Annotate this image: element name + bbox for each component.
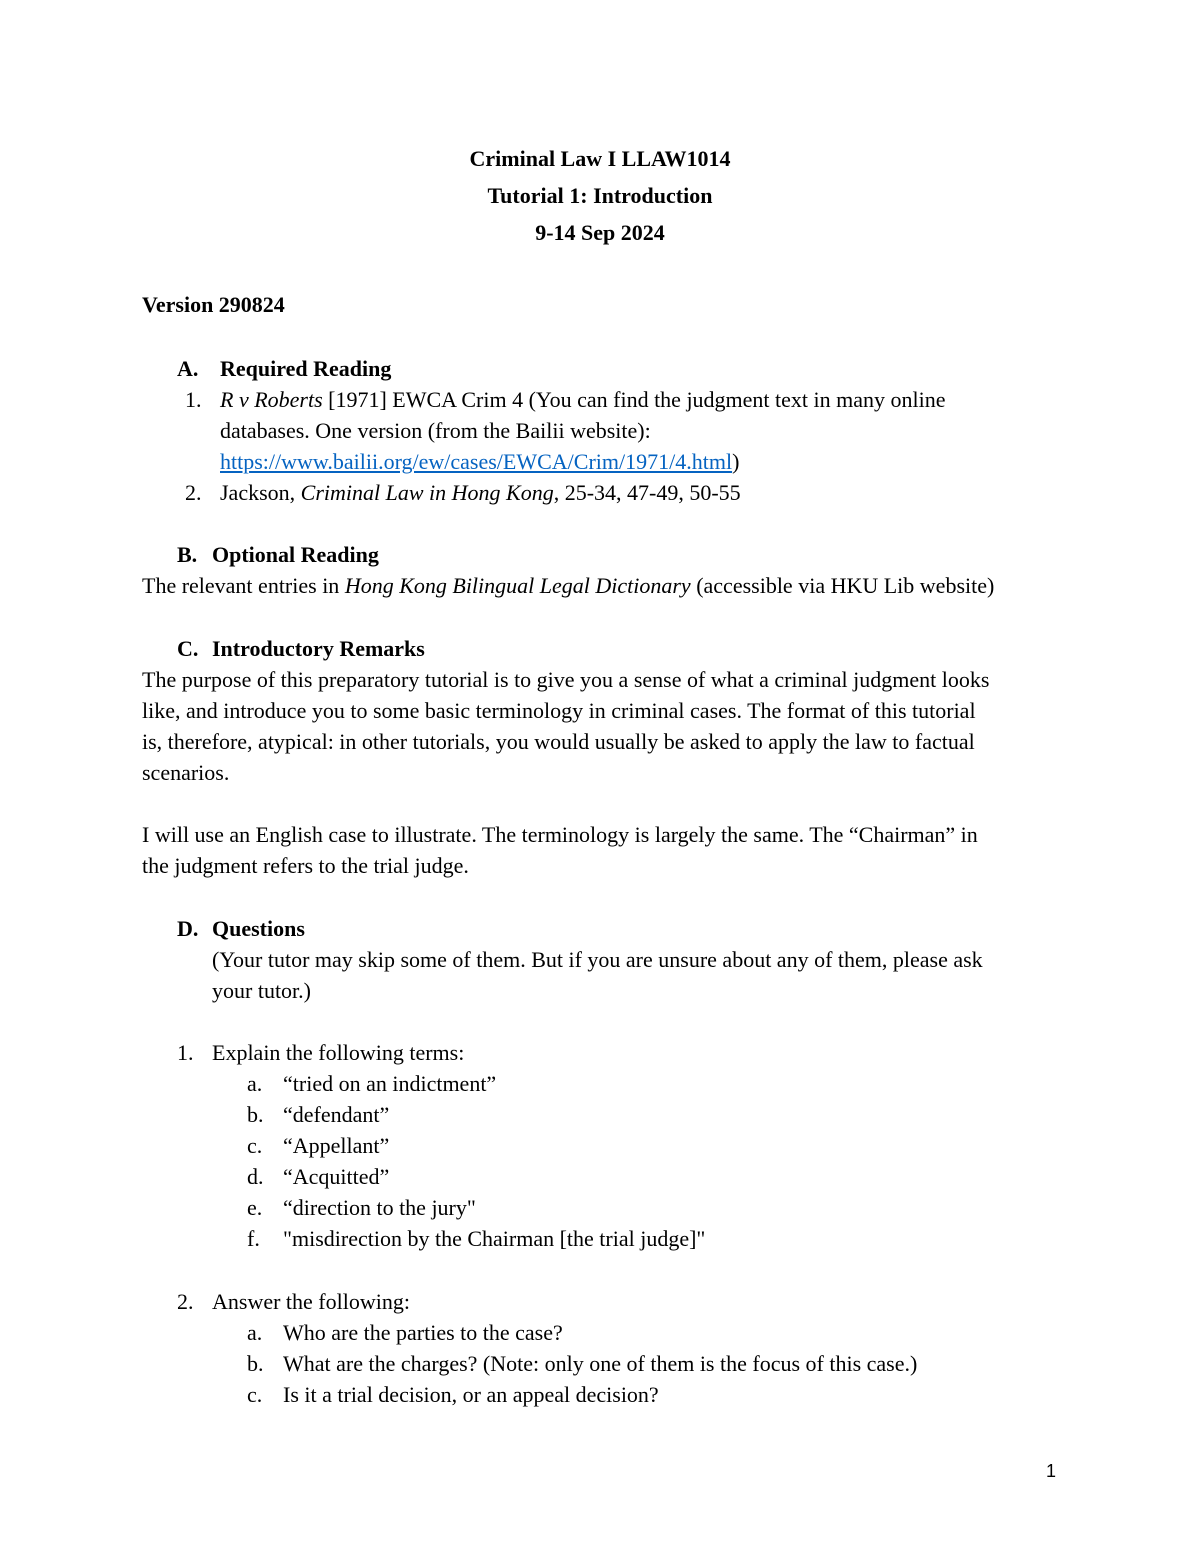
reading-1-line1: [220, 384, 946, 415]
questions-note-line1: (Your tutor may skip some of them. But if you are unsure about any of them, please ask: [212, 947, 983, 972]
section-d-marker: D.: [177, 916, 199, 941]
reading-2-line: [220, 477, 741, 508]
q1-item-letter: c.: [247, 1133, 263, 1158]
bailii-link[interactable]: https://www.bailii.org/ew/cases/EWCA/Crim/1971/4.html: [220, 449, 733, 474]
reading-1-line3: [220, 446, 739, 477]
q1-item-letter: a.: [247, 1071, 263, 1096]
remarks-p2-line1: I will use an English case to illustrate. The terminology is largely the same. The “Chairman” in: [142, 822, 978, 847]
closing-paren: ): [732, 449, 740, 474]
section-b-marker: B.: [177, 542, 198, 567]
reading-1-line2: databases. One version (from the Bailii website):: [220, 418, 651, 443]
tutorial-date: 9-14 Sep 2024: [535, 220, 665, 245]
section-d-heading: Questions: [212, 916, 305, 941]
optional-suffix: (accessible via HKU Lib website): [690, 573, 995, 598]
reading-1-number: 1.: [185, 387, 202, 412]
q1-item-text: “defendant”: [283, 1102, 390, 1127]
version-label: Version 290824: [142, 292, 285, 317]
q2-item-letter: c.: [247, 1382, 263, 1407]
optional-reading-text: [142, 570, 994, 601]
remarks-p2-line2: the judgment refers to the trial judge.: [142, 853, 469, 878]
question-2-number: 2.: [177, 1289, 194, 1314]
remarks-p1-line3: is, therefore, atypical: in other tutorials, you would usually be asked to apply the law to factual: [142, 729, 975, 754]
question-1-number: 1.: [177, 1040, 194, 1065]
q2-item-text: What are the charges? (Note: only one of them is the focus of this case.): [283, 1351, 918, 1376]
question-2-text: Answer the following:: [212, 1289, 410, 1314]
section-c-marker: C.: [177, 636, 199, 661]
section-a-marker: A.: [177, 356, 199, 381]
optional-book: Hong Kong Bilingual Legal Dictionary: [344, 573, 691, 598]
section-a-heading: Required Reading: [220, 356, 392, 381]
case-name: R v Roberts: [220, 387, 323, 412]
q1-item-text: “tried on an indictment”: [283, 1071, 497, 1096]
section-b-heading: Optional Reading: [212, 542, 379, 567]
q2-item-text: Is it a trial decision, or an appeal decision?: [283, 1382, 659, 1407]
section-c-heading: Introductory Remarks: [212, 636, 425, 661]
questions-note-line2: your tutor.): [212, 978, 311, 1003]
q2-item-letter: a.: [247, 1320, 263, 1345]
page-number: 1: [1046, 1461, 1057, 1481]
remarks-p1-line1: The purpose of this preparatory tutorial is to give you a sense of what a criminal judgment looks: [142, 667, 990, 692]
question-1-text: Explain the following terms:: [212, 1040, 465, 1065]
reading-1-citation: [1971] EWCA Crim 4 (You can find the judgment text in many online: [322, 387, 946, 412]
remarks-p1-line2: like, and introduce you to some basic terminology in criminal cases. The format of this tutorial: [142, 698, 976, 723]
q1-item-text: "misdirection by the Chairman [the trial judge]": [283, 1226, 706, 1251]
reading-2-prefix: Jackson,: [220, 480, 301, 505]
reading-2-number: 2.: [185, 480, 202, 505]
q2-item-letter: b.: [247, 1351, 264, 1376]
q2-item-text: Who are the parties to the case?: [283, 1320, 563, 1345]
remarks-p1-line4: scenarios.: [142, 760, 230, 785]
q1-item-letter: f.: [247, 1226, 260, 1251]
q1-item-letter: b.: [247, 1102, 264, 1127]
tutorial-title: Tutorial 1: Introduction: [487, 183, 713, 208]
q1-item-letter: d.: [247, 1164, 264, 1189]
q1-item-letter: e.: [247, 1195, 263, 1220]
document-title: Criminal Law I LLAW1014: [469, 146, 731, 171]
q1-item-text: “direction to the jury": [283, 1195, 476, 1220]
q1-item-text: “Appellant”: [283, 1133, 390, 1158]
optional-prefix: The relevant entries in: [142, 573, 345, 598]
q1-item-text: “Acquitted”: [283, 1164, 390, 1189]
reading-2-pages: , 25-34, 47-49, 50-55: [553, 480, 741, 505]
reading-2-book: Criminal Law in Hong Kong: [300, 480, 554, 505]
